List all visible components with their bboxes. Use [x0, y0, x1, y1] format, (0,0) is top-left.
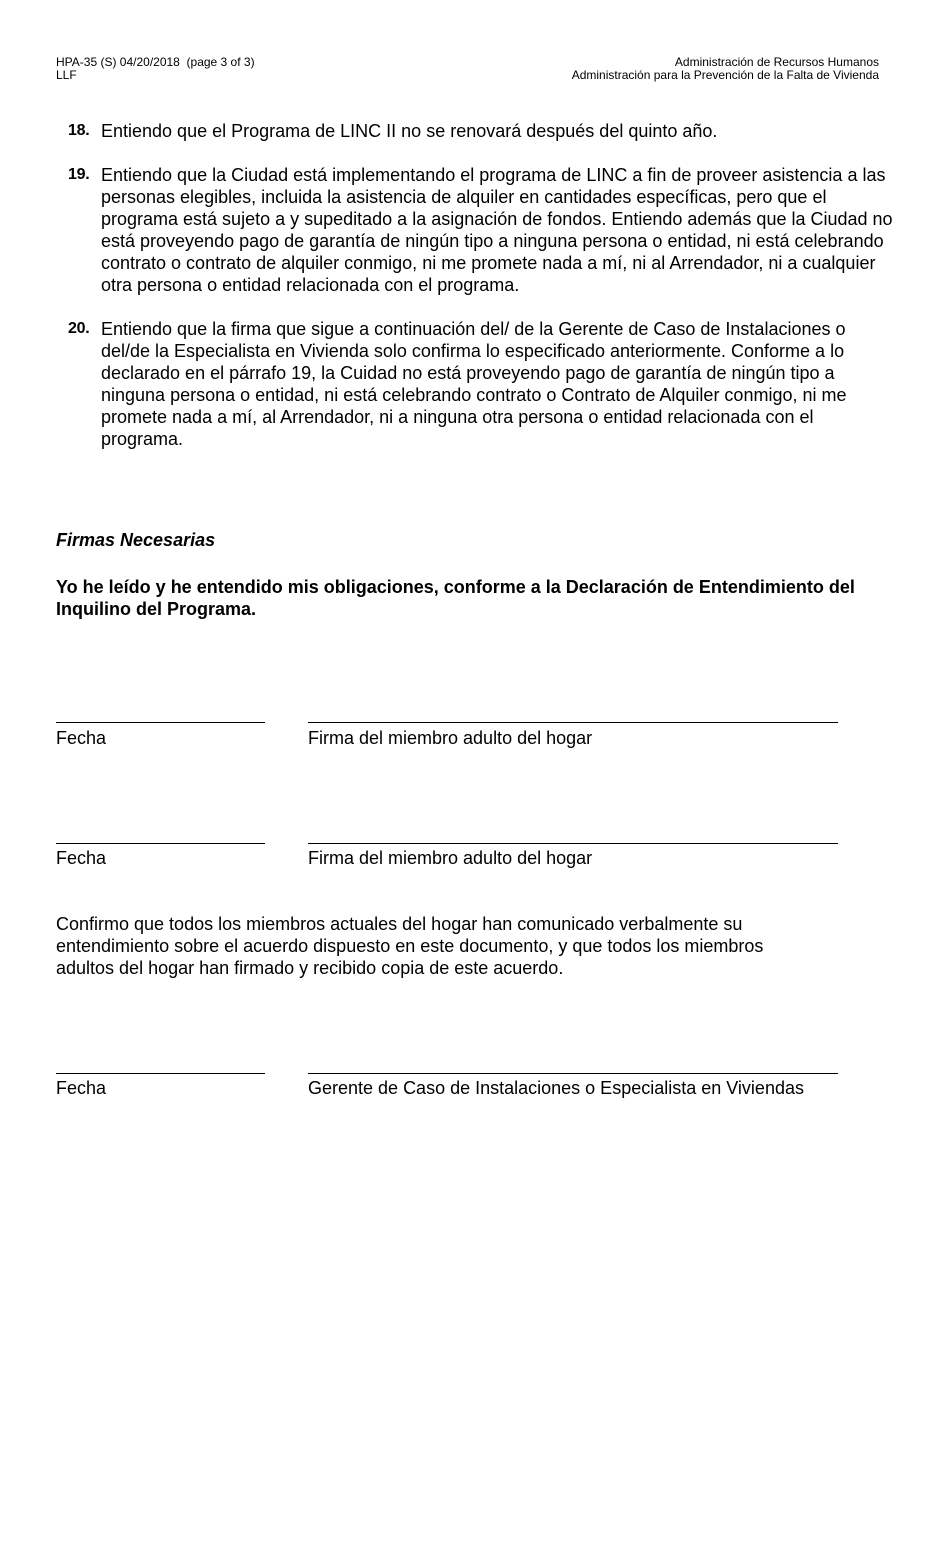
form-id: HPA-35 (S) 04/20/2018 (page 3 of 3) — [56, 55, 255, 69]
form-code: LLF — [56, 68, 77, 82]
signature-label-3: Gerente de Caso de Instalaciones o Especialista en Viviendas — [308, 1078, 804, 1098]
clause-text: Entiendo que la firma que sigue a continuación del/ de la Gerente de Caso de Instalaciones o del/de la Especialista en Vivienda solo confirma lo especificado anteriormente. Conforme a lo declarado en el párrafo 19, la Cuidad no está proveyendo pago de garantía de ningún tipo a ninguna persona o entidad, ni está celebrando contrato o Contrato de Alquiler conmigo, ni me promete nada a mí, al Arrendador, ni a ninguna otra persona o entidad relacionada con el programa. — [101, 319, 847, 449]
signatures-statement: Yo he leído y he entendido mis obligaciones, conforme a la Declaración de Entendimiento del Inquilino del Programa. — [56, 577, 855, 619]
signature-line-1[interactable] — [308, 722, 838, 723]
date-label-1: Fecha — [56, 728, 107, 748]
clause-number: 20. — [68, 320, 90, 337]
clause-19 — [68, 164, 898, 296]
department-name: Administración para la Prevención de la Falta de Vivienda — [571, 68, 879, 82]
date-label-2: Fecha — [56, 848, 107, 868]
signature-label-2: Firma del miembro adulto del hogar — [308, 848, 593, 868]
clause-text: Entiendo que la Ciudad está implementando el programa de LINC a fin de proveer asistencia a las personas elegibles, incluida la asistencia de alquiler en cantidades específicas, pero que el programa está sujeto a y supeditado a la asignación de fondos. Entiendo además que la Ciudad no está proveyendo pago de garantía de ningún tipo a ninguna persona o entidad, ni está celebrando contrato o contrato de alquiler conmigo, ni me promete nada a mí, ni al Arrendador, ni a cualquier otra persona o entidad relacionada con el programa. — [101, 165, 893, 295]
clause-18 — [68, 120, 898, 142]
clause-text: Entiendo que el Programa de LINC II no se renovará después del quinto año. — [101, 121, 718, 141]
clause-20 — [68, 318, 898, 450]
clause-number: 19. — [68, 166, 90, 183]
confirmation-text: Confirmo que todos los miembros actuales del hogar han comunicado verbalmente su entendimiento sobre el acuerdo dispuesto en este documento, y que todos los miembros adultos del hogar han firmado y recibido copia de este acuerdo. — [56, 914, 764, 978]
signature-line-2[interactable] — [308, 843, 838, 844]
signatures-title: Firmas Necesarias — [56, 530, 216, 550]
date-label-3: Fecha — [56, 1078, 107, 1098]
form-header-left — [56, 56, 255, 82]
date-line-1[interactable] — [56, 722, 265, 723]
clause-number: 18. — [68, 122, 90, 139]
date-line-3[interactable] — [56, 1073, 265, 1074]
form-header-right — [572, 56, 879, 82]
signature-label-1: Firma del miembro adulto del hogar — [308, 728, 593, 748]
agency-name: Administración de Recursos Humanos — [674, 55, 879, 69]
signature-line-3[interactable] — [308, 1073, 838, 1074]
date-line-2[interactable] — [56, 843, 265, 844]
